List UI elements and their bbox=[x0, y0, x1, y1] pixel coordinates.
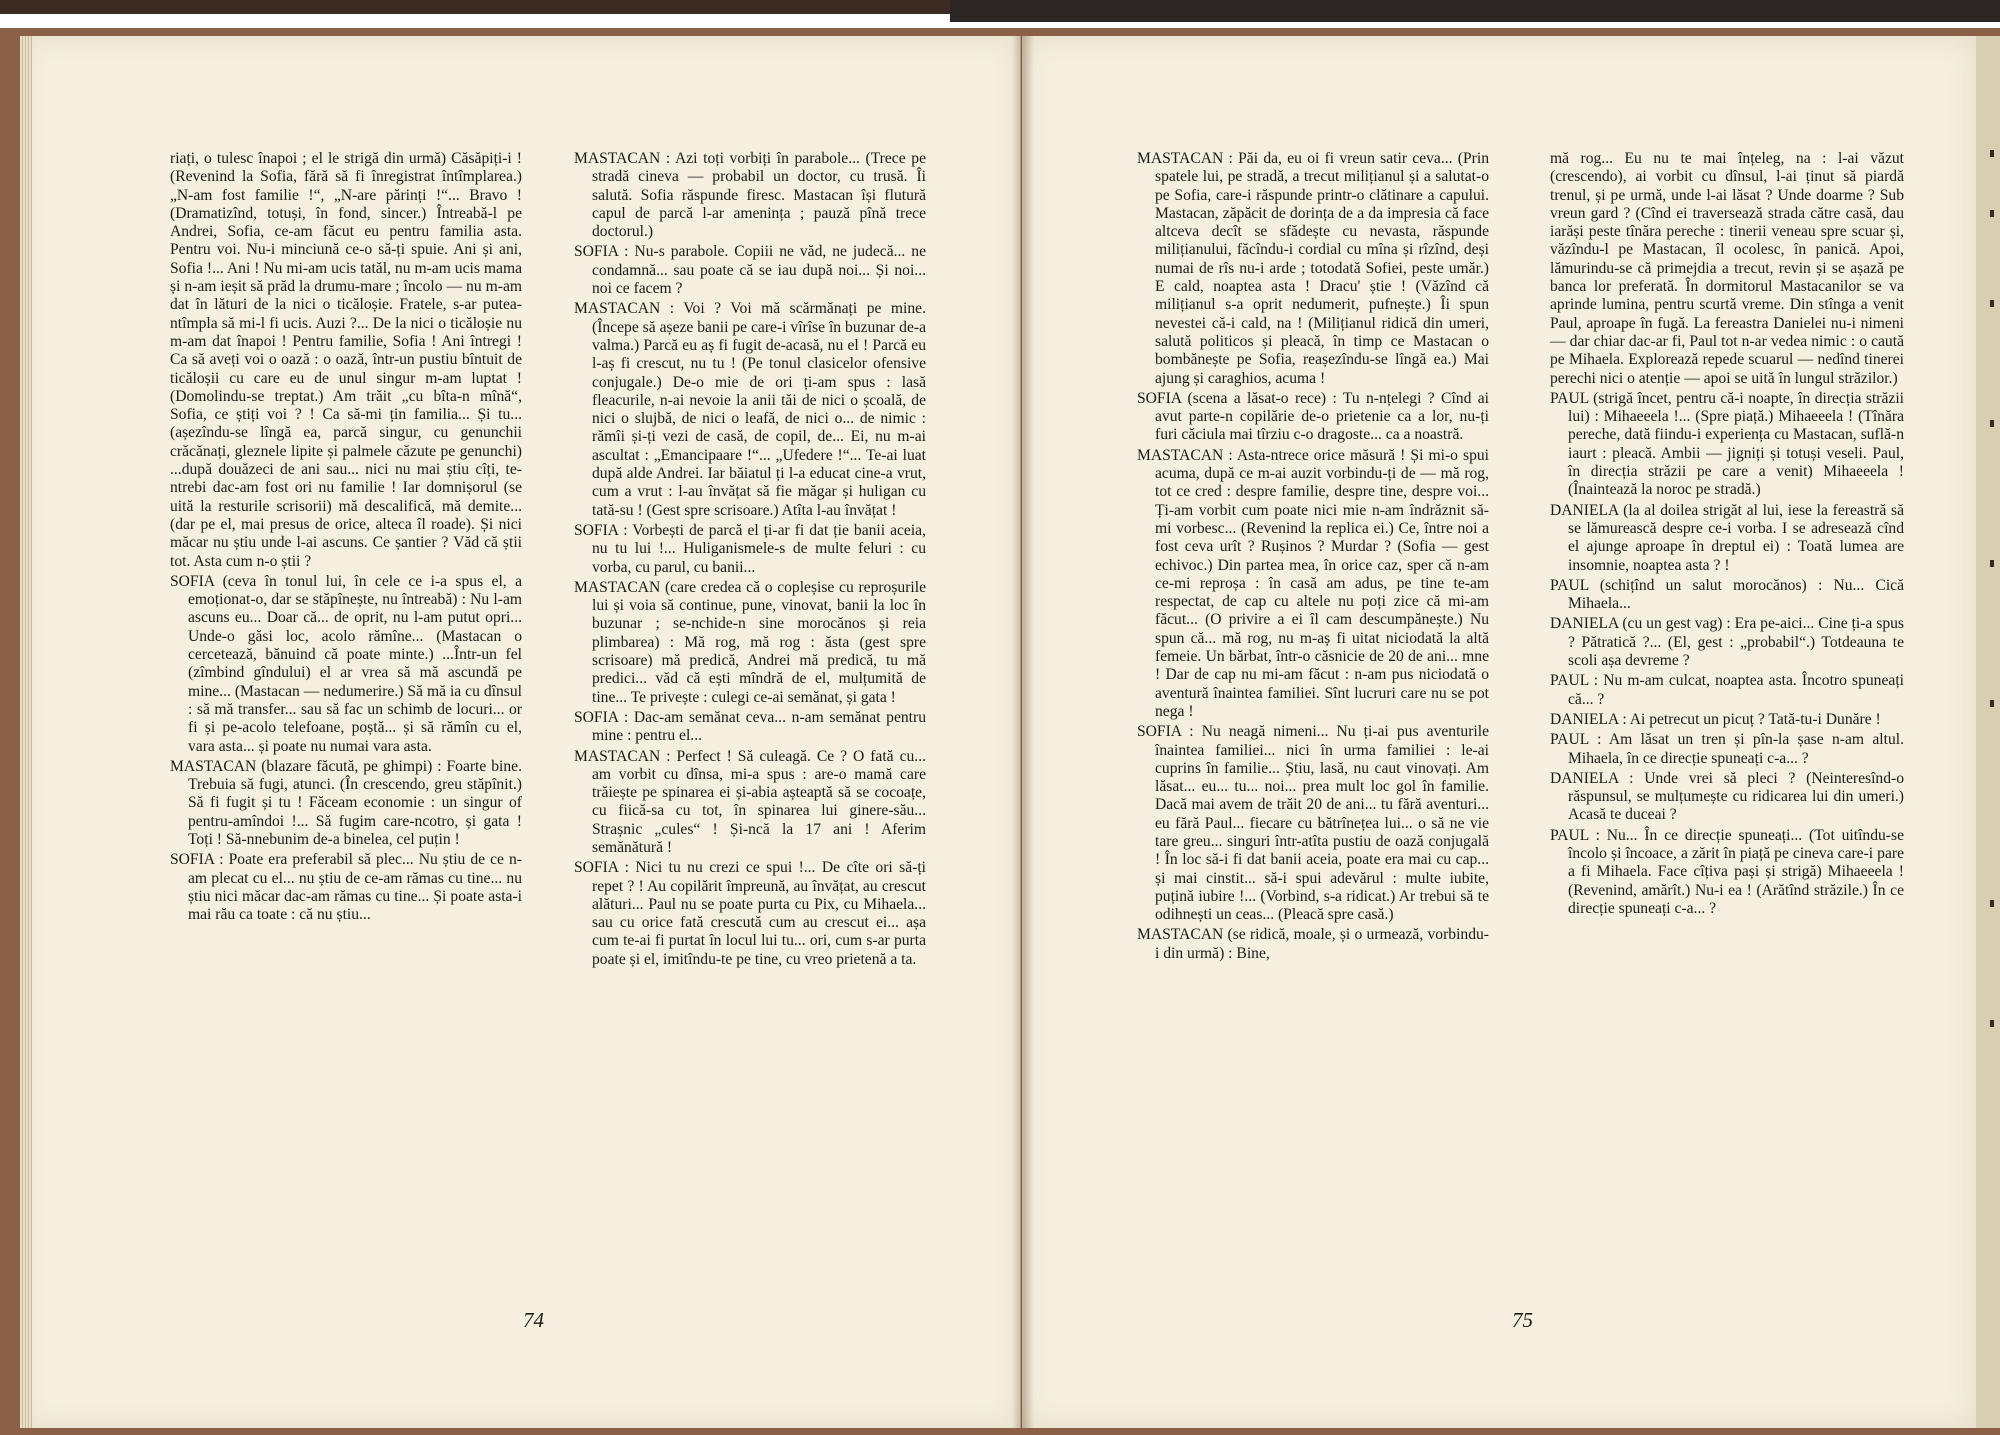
left-page-column-2 bbox=[574, 150, 926, 971]
dialogue-paragraph: MASTACAN : Păi da, eu oi fi vreun satir ceva... (Prin spatele lui, pe stradă, a trecut milițianul și a salutat-o pe Sofia, care-i răspunde printr-o clătinare a capului. Mastacan, zăpăcit de dorința de a da impresia că face altceva decît se sfădește cu nevasta, răspunde milițianului, făcîndu-i cordial cu mîna și rîzînd, deși numai de rîs nu-i arde ; totodată Sofiei, peste umăr.) E cald, noaptea asta ! Dracu' știe ! (Văzînd că milițianul s-a oprit nedumerit, pufnește.) Îi spun nevestei că-i cald, na ! (Milițianul ridică din umeri, salută politicos și pleacă, în timp ce Mastacan o bombănește pe Sofia, reașezîndu-se lîngă ea.) Mai ajung și caraghios, acuma ! bbox=[1137, 150, 1489, 387]
dialogue-paragraph: PAUL : Nu... În ce direcție spuneați... (Tot uitîndu-se încolo și încoace, a zărit în piață pe cineva care-i pare a fi Mihaela. Face cîțiva pași și strigă) Mihaeeela ! (Revenind, amărît.) Nu-i ea ! (Arătînd străzile.) În ce direcție spuneați c-a... ? bbox=[1550, 826, 1904, 917]
page-edge-mark bbox=[1990, 300, 1994, 307]
dialogue-paragraph: PAUL : Nu m-am culcat, noaptea asta. Încotro spuneați că... ? bbox=[1550, 672, 1904, 708]
dialogue-paragraph: MASTACAN : Azi toți vorbiți în parabole... (Trece pe stradă cineva — probabil un doctor, cu trusă. Îi salută. Sofia răspunde firesc. Mastacan își flutură capul de parcă l-ar amenința ; pauză pînă trece doctorul.) bbox=[574, 150, 926, 241]
page-edge-mark bbox=[1990, 900, 1994, 907]
dialogue-paragraph: SOFIA : Poate era preferabil să plec... Nu știu de ce n-am plecat cu el... nu știu de ce-am rămas cu tine... nu știu nici măcar dac-am rămas cu tine... Și poate asta-i mai rău ca toate : că nu știu... bbox=[170, 851, 522, 924]
dialogue-paragraph: PAUL (schițînd un salut morocănos) : Nu... Cică Mihaela... bbox=[1550, 576, 1904, 613]
dialogue-paragraph: MASTACAN (blazare făcută, pe ghimpi) : Foarte bine. Trebuia să fugi, atunci. (În crescendo, greu stăpînit.) Să fi fugit și tu ! Făceam economie : un singur of pentru-amîndoi !... Să fugim care-ncotro, și gata ! Toți ! Să-nnebunim de-a binelea, cel puțin ! bbox=[170, 757, 522, 848]
right-page-column-1 bbox=[1137, 150, 1489, 965]
left-page-column-1 bbox=[170, 150, 522, 926]
dialogue-paragraph: DANIELA (la al doilea strigăt al lui, iese la fereastră să se lămurească despre ce-i vorba. I se adresează cînd el ajunge aproape în dreptul ei) : Toată lumea are insomnie, noaptea asta ? ! bbox=[1550, 501, 1904, 574]
dialogue-paragraph: DANIELA : Ai petrecut un picuț ? Tată-tu-i Dunăre ! bbox=[1550, 710, 1881, 728]
dialogue-paragraph: SOFIA : Nici tu nu crezi ce spui !... De cîte ori să-ți repet ? ! Au copilărit împreună, au învățat, au crescut alături... Paul nu se poate purta cu Pix, cu Mihaela... sau cu orice fată crescută cum au crescut ei... așa cum te-ai fi purtat în locul lui tu... ori, cum s-ar purta poate și el, imitîndu-te pe tine, cu vreo prietenă a ta. bbox=[574, 859, 926, 968]
page-number-right: 75 bbox=[1512, 1308, 1533, 1332]
dialogue-paragraph: MASTACAN : Voi ? Voi mă scărmănați pe mine. (Începe să așeze banii pe care-i vîrîse în buzunar de-a valma.) Parcă eu aș fi fugit de-acasă, nu el ! Parcă eu l-aș fi crescut, nu tu ! (Pe tonul clasicelor ofensive conjugale.) De-o mie de ori ți-am spus : lasă fleacurile, n-ai nevoie la anii tăi de nici o școală, de nici o slujbă, de nici o leafă, de nici o... de nimic : rămîi și-ți vezi de casă, de copil, de... Ei, nu m-ai ascultat : „Emancipaare !“... „Ufedere !“... Te-ai luat după alde Andrei. Iar băiatul ți l-a educat cine-a vrut, cum a vrut : l-au învățat să fie măgar și huligan cu tată-su ! (Gest spre scrisoare.) Atîta l-au învățat ! bbox=[574, 300, 926, 519]
page-edge-mark bbox=[1990, 1020, 1994, 1027]
dialogue-paragraph: MASTACAN (se ridică, moale, și o urmează, vorbindu-i din urmă) : Bine, bbox=[1137, 926, 1489, 962]
dialogue-paragraph: SOFIA : Nu neagă nimeni... Nu ți-ai pus aventurile înaintea familiei... nici în urma familiei : le-ai cuprins în familie... Știu, lasă, nu caut vinovați. Am lăsat... eu... tu... noi... prea mult loc gol în familie. Dacă mai avem de trăit 20 de ani... tu fără aventuri... eu fără Paul... fiecare cu bătrînețea lui... o să ne vie tare greu... singuri într-atîta pustiu de oază conjugală ! În loc să-i fi dat banii aceia, poate era mai cu cap... și mai cinstit... să-i spui adevărul : multe iubite, puțină iubire !... (Vorbind, s-a ridicat.) Ar trebui să te odihnești un ceas... (Pleacă spre casă.) bbox=[1137, 723, 1489, 924]
dialogue-paragraph: SOFIA : Vorbești de parcă el ți-ar fi dat ție banii aceia, nu tu lui !... Huliganismele-s de multe feluri : cu vorba, cu parul, cu banii... bbox=[574, 521, 926, 576]
page-edge-mark bbox=[1990, 210, 1994, 217]
page-edge-mark bbox=[1990, 560, 1994, 567]
dialogue-paragraph: PAUL : Am lăsat un tren și pîn-la șase n-am altul. Mihaela, în ce direcție spuneați c-a... ? bbox=[1550, 731, 1904, 767]
table-edge-dark bbox=[950, 0, 2000, 22]
dialogue-paragraph: MASTACAN : Perfect ! Să culeagă. Ce ? O fată cu... am vorbit cu dînsa, mi-a spus : are-o mamă care trăiește pe spinarea ei și-abia așteaptă să se cocoațe, cu fiică-sa cu tot, în spinarea lui ginere-său... Strașnic „cules“ ! Și-ncă la 17 ani ! Aferim semănătură ! bbox=[574, 747, 926, 856]
dialogue-paragraph: SOFIA (scena a lăsat-o rece) : Tu n-nțelegi ? Cînd ai avut parte-n copilărie de-o prietenie ca a lor, nu-ți furi căciula mai tîrziu c-o dragoste... ca a noastră. bbox=[1137, 389, 1489, 444]
page-number-left: 74 bbox=[523, 1308, 544, 1332]
dialogue-paragraph: DANIELA : Unde vrei să pleci ? (Neinteresînd-o răspunsul, se mulțumește cu ridicarea lui din umeri.) Acasă te duceai ? bbox=[1550, 769, 1904, 824]
dialogue-paragraph: SOFIA : Nu-s parabole. Copiii ne văd, ne judecă... ne condamnă... sau poate că se iau după noi... Și noi... noi ce facem ? bbox=[574, 243, 926, 298]
table-edge bbox=[0, 0, 950, 14]
page-edges-right bbox=[1976, 36, 2000, 1428]
dialogue-paragraph: mă rog... Eu nu te mai înțeleg, na : l-ai văzut (crescendo), ai vorbit cu dînsul, l-ai ținut să piardă trenul, și pe urmă, unde l-ai lăsat ? Unde doarme ? Sub vreun gard ? (Cînd ei traversează strada către casă, dau iarăși peste tînăra pereche : tinerii veneau spre scuar și, văzîndu-l pe Mastacan, îl ocolesc, în panică. Apoi, lămurindu-se că primejdia a trecut, revin și se așază pe banca lor preferată. În dormitorul Mastacanilor se va aprinde lumina, pentru scurtă vreme. Din stînga a venit Paul, aproape în fugă. La fereastra Danielei nu-i nimeni — dar chiar dac-ar fi, Paul tot n-ar vedea nimic : o caută pe Mihaela. Explorează repede scuarul — nedînd tinerei perechi nici o atenție — apoi se uită în lungul străzilor.) bbox=[1550, 150, 1904, 387]
dialogue-paragraph: PAUL (strigă încet, pentru că-i noapte, în direcția străzii lui) : Mihaeeela !... (Spre piață.) Mihaeeela ! (Tînăra pereche, dată fiindu-i experiența cu Mastacan, suflă-n iaurt : pleacă. Ambii — jigniți și totuși veseli. Paul, în direcția străzii pe care a venit) Mihaeeela ! (Înaintează la noroc pe stradă.) bbox=[1550, 389, 1904, 499]
book-gutter bbox=[1012, 36, 1034, 1428]
page-edge-mark bbox=[1990, 150, 1994, 157]
dialogue-paragraph: MASTACAN (care credea că o copleșise cu reproșurile lui și voia să continue, pune, vinovat, banii la loc în buzunar ; se-nchide-n sine morocănos și reia plimbarea) : Mă rog, mă rog : ăsta (gest spre scrisoare) mă predică, Andrei mă predică, tu mă predici... văd că ești mîndră de el, mulțumită de tine... Te privește : culegi ce-ai semănat, și gata ! bbox=[574, 578, 926, 706]
page-edge-mark bbox=[1990, 420, 1994, 427]
dialogue-paragraph: MASTACAN : Asta-ntrece orice măsură ! Și mi-o spui acuma, după ce m-ai auzit vorbindu-ți de — mă rog, tot ce cred : despre familie, despre tine, despre voi... Ți-am vorbit cum poate nici mie n-am îndrăznit să-mi vorbesc... (Revenind la replica ei.) Ce, între noi a fost ceva urît ? Rușinos ? Murdar ? (Sofia — gest echivoc.) Din partea mea, în orice caz, sper că n-am ce-mi reproșa : în casă am adus, pe tine te-am respectat, de cap cu altele nu poți zice că mi-am făcut... (O privire a ei îl cam descumpănește.) Nu spun că... mă rog, nu m-aș fi uitat niciodată la altă femeie. Un bărbat, într-o căsnicie de 20 de ani... mne ! Dar de cap nu mi-am făcut : n-am pus niciodată o aventură înaintea familiei. Sînt lucruri care nu se pot nega ! bbox=[1137, 446, 1489, 720]
dialogue-paragraph: SOFIA : Dac-am semănat ceva... n-am semănat pentru mine : pentru el... bbox=[574, 708, 926, 745]
dialogue-paragraph: DANIELA (cu un gest vag) : Era pe-aici... Cine ți-a spus ? Pătratică ?... (El, gest : „probabil“.) Totdeauna te scoli așa devreme ? bbox=[1550, 615, 1904, 670]
page-edge-mark bbox=[1990, 700, 1994, 707]
page-edges-left bbox=[20, 36, 32, 1428]
right-page-column-2 bbox=[1550, 150, 1904, 920]
dialogue-paragraph: riați, o tulesc înapoi ; el le strigă din urmă) Căsăpiți-i ! (Revenind la Sofia, fără să fi înregistrat întîmplarea.) „N-am fost familie !“, „N-are părinți !“... Bravo ! (Dramatizînd, totuși, în fond, sincer.) Întreabă-l pe Andrei, Sofia, ce-am făcut eu pentru familia asta. Pentru voi. Nu-i minciună ce-o să-ți spuie. Ani și ani, Sofia !... Ani ! Nu mi-am ucis tatăl, nu m-am ucis mama și n-am ieșit să prăd la drumu-mare ; încolo — nu m-am dat în lături de la nici o ticăloșie. Fratele, s-ar putea-ntîmpla să mi-l fi ucis. Auzi ?... De la nici o ticăloșie nu m-am dat înapoi ! Pentru familie, Sofia ! Ani întregi ! Ca să aveți voi o oază : o oază, într-un pustiu bîntuit de ticăloșii cu care eu de unul singur m-am luptat ! (Domolindu-se treptat.) Am trăit „cu bîta-n mînă“, Sofia, ce știți voi ? ! Ca să-mi țin familia... Și tu... (așezîndu-se lîngă ea, parcă singur, cu genunchii crăcănați, gleznele lipite și palmele căzute pe genunchi) ...după douăzeci de ani sau... nici nu mai știu cîți, te-ntrebi dac-am fost ori nu familie ! Iar domnișorul (se uită la resturile scrisorii) mă descalifică, mă demite... (dar pe el, mai presus de orice, alteca îl roade). Și nici măcar nu știu unde l-ai ascuns. Ce șantier ? Văd că știi tot. Asta cum n-o știi ? bbox=[170, 150, 522, 570]
dialogue-paragraph: SOFIA (ceva în tonul lui, în cele ce i-a spus el, a emoționat-o, dar se stăpînește, nu întreabă) : Nu l-am ascuns eu... Doar că... de oprit, nu l-am putut opri... Unde-o găsi loc, acolo rămîne... (Mastacan o cercetează, bănuind că poate minte.) ...Într-un fel (zîmbind gîndului) el ar vrea să mă ascundă pe mine... (Mastacan — nedumerire.) Să mă ia cu dînsul : să mă transfer... sau să fac un schimb de locuri... or fi și pe-acolo telefoane, poștă... și să rămîn cu el, vara asta... și poate nu numai vara asta. bbox=[170, 572, 522, 755]
